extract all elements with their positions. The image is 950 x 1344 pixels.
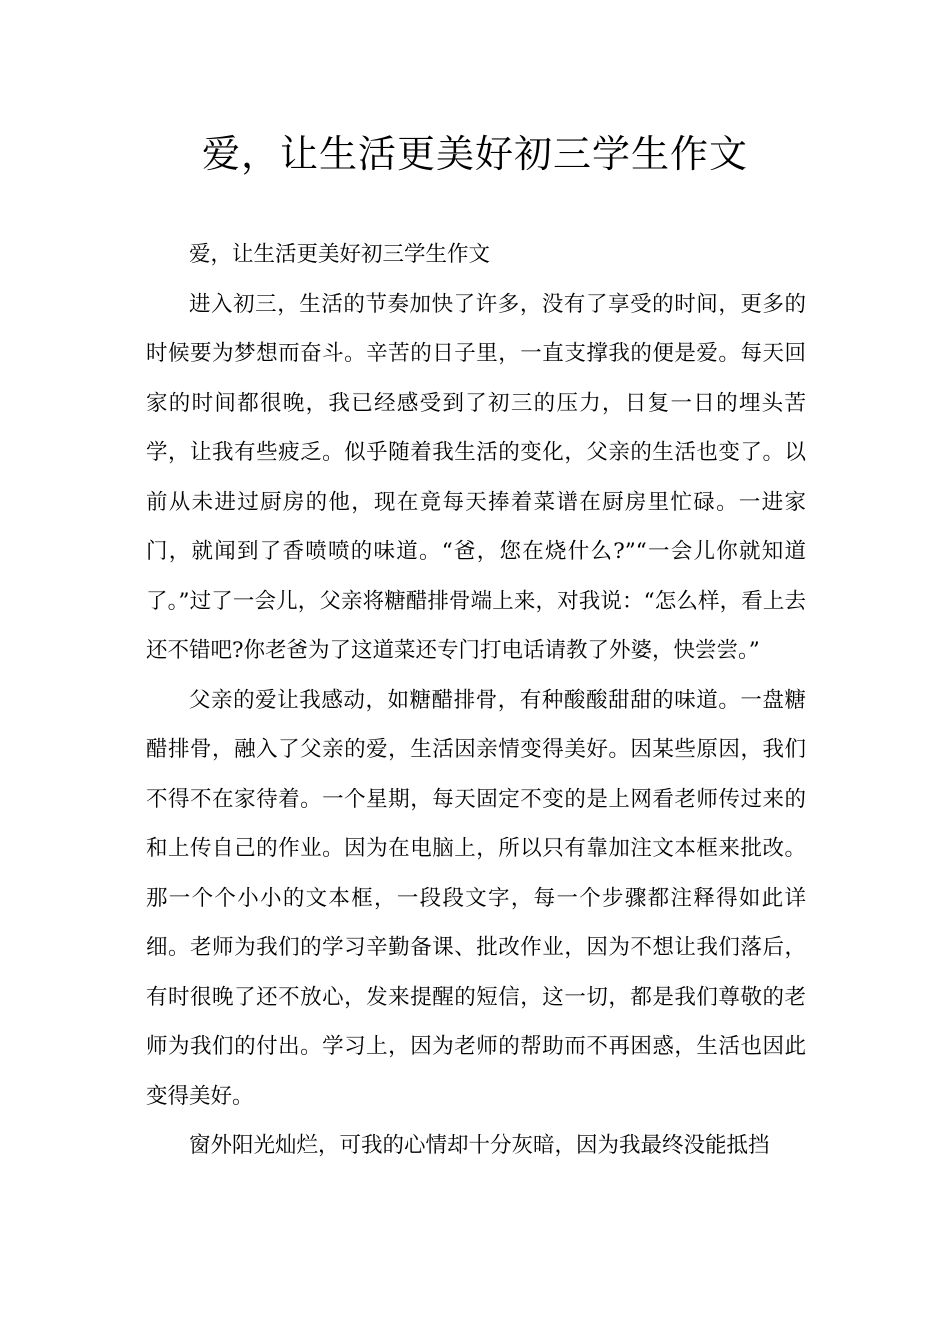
document-title: 爱，让生活更美好初三学生作文 [201, 132, 748, 176]
document-body [146, 230, 806, 1171]
paragraph-1: 进入初三，生活的节奏加快了许多，没有了享受的时间，更多的时候要为梦想而奋斗。辛苦的日子里，一直支撑我的便是爱。每天回家的时间都很晚，我已经感受到了初三的压力，日复一日的埋头苦学，让我有些疲乏。似乎随着我生活的变化，父亲的生活也变了。以前从未进过厨房的他，现在竟每天捧着菜谱在厨房里忙碌。一进家门，就闻到了香喷喷的味道。“爸，您在烧什么?”“一会儿你就知道了。”过了一会儿，父亲将糖醋排骨端上来，对我说：“怎么样，看上去还不错吧?你老爸为了这道菜还专门打电话请教了外婆，快尝尝。” [146, 291, 806, 663]
paragraph-subtitle: 爱，让生活更美好初三学生作文 [189, 242, 491, 267]
paragraph-3: 窗外阳光灿烂，可我的心情却十分灰暗，因为我最终没能抵挡 [189, 1133, 770, 1158]
paragraph-2: 父亲的爱让我感动，如糖醋排骨，有种酸酸甜甜的味道。一盘糖醋排骨，融入了父亲的爱，生活因亲情变得美好。因某些原因，我们不得不在家待着。一个星期，每天固定不变的是上网看老师传过来的和上传自己的作业。因为在电脑上，所以只有靠加注文本框来批改。那一个个小小的文本框，一段段文字，每一个步骤都注释得如此详细。老师为我们的学习辛勤备课、批改作业，因为不想让我们落后，有时很晚了还不放心，发来提醒的短信，这一切，都是我们尊敬的老师为我们的付出。学习上，因为老师的帮助而不再困惑，生活也因此变得美好。 [146, 687, 806, 1109]
